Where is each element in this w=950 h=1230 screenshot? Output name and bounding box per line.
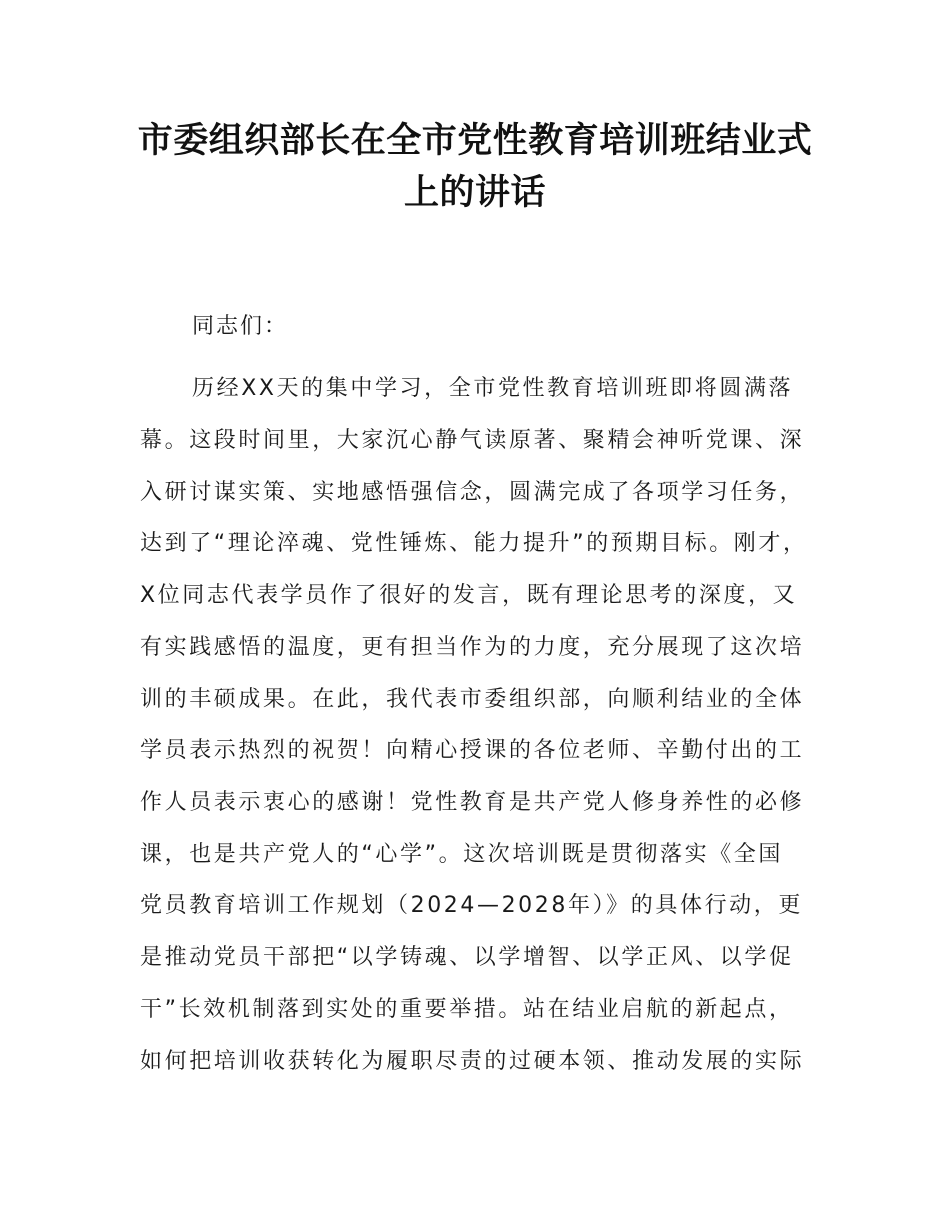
paragraph-line: 有实践感悟的温度，更有担当作为的力度，充分展现了这次培 — [140, 635, 805, 660]
paragraph-line: 是推动党员干部把“以学铸魂、以学增智、以学正风、以学促 — [140, 945, 794, 970]
paragraph-line: 党员教育培训工作规划（2024—2028年）》的具体行动，更 — [140, 893, 803, 918]
title-line-2: 上的讲话 — [403, 172, 546, 213]
document-title — [100, 115, 850, 219]
paragraph-line: 幕。这段时间里，大家沉心静气读原著、聚精会神听党课、深 — [140, 428, 805, 453]
paragraph-line: 课，也是共产党人的“心学”。这次培训既是贯彻落实《全国 — [140, 842, 783, 867]
paragraph-line: 训的丰硕成果。在此，我代表市委组织部，向顺利结业的全体 — [140, 687, 805, 712]
paragraph-line: 干”长效机制落到实处的重要举措。站在结业启航的新起点， — [140, 997, 794, 1022]
paragraph-line: X位同志代表学员作了很好的发言，既有理论思考的深度，又 — [140, 583, 798, 608]
salutation: 同志们： — [192, 314, 289, 339]
paragraph-line: 历经XX天的集中学习，全市党性教育培训班即将圆满落 — [192, 376, 794, 401]
paragraph-line: 如何把培训收获转化为履职尽责的过硬本领、推动发展的实际 — [140, 1049, 805, 1074]
paragraph-line: 作人员表示衷心的感谢！党性教育是共产党人修身养性的必修 — [140, 790, 805, 815]
title-line-1: 市委组织部长在全市党性教育培训班结业式 — [137, 120, 813, 161]
paragraph-line: 达到了“理论淬魂、党性锤炼、能力提升”的预期目标。刚才， — [140, 531, 808, 556]
paragraph-line: 学员表示热烈的祝贺！向精心授课的各位老师、辛勤付出的工 — [140, 738, 805, 763]
paragraph-line: 入研讨谋实策、实地感悟强信念，圆满完成了各项学习任务， — [140, 480, 805, 505]
